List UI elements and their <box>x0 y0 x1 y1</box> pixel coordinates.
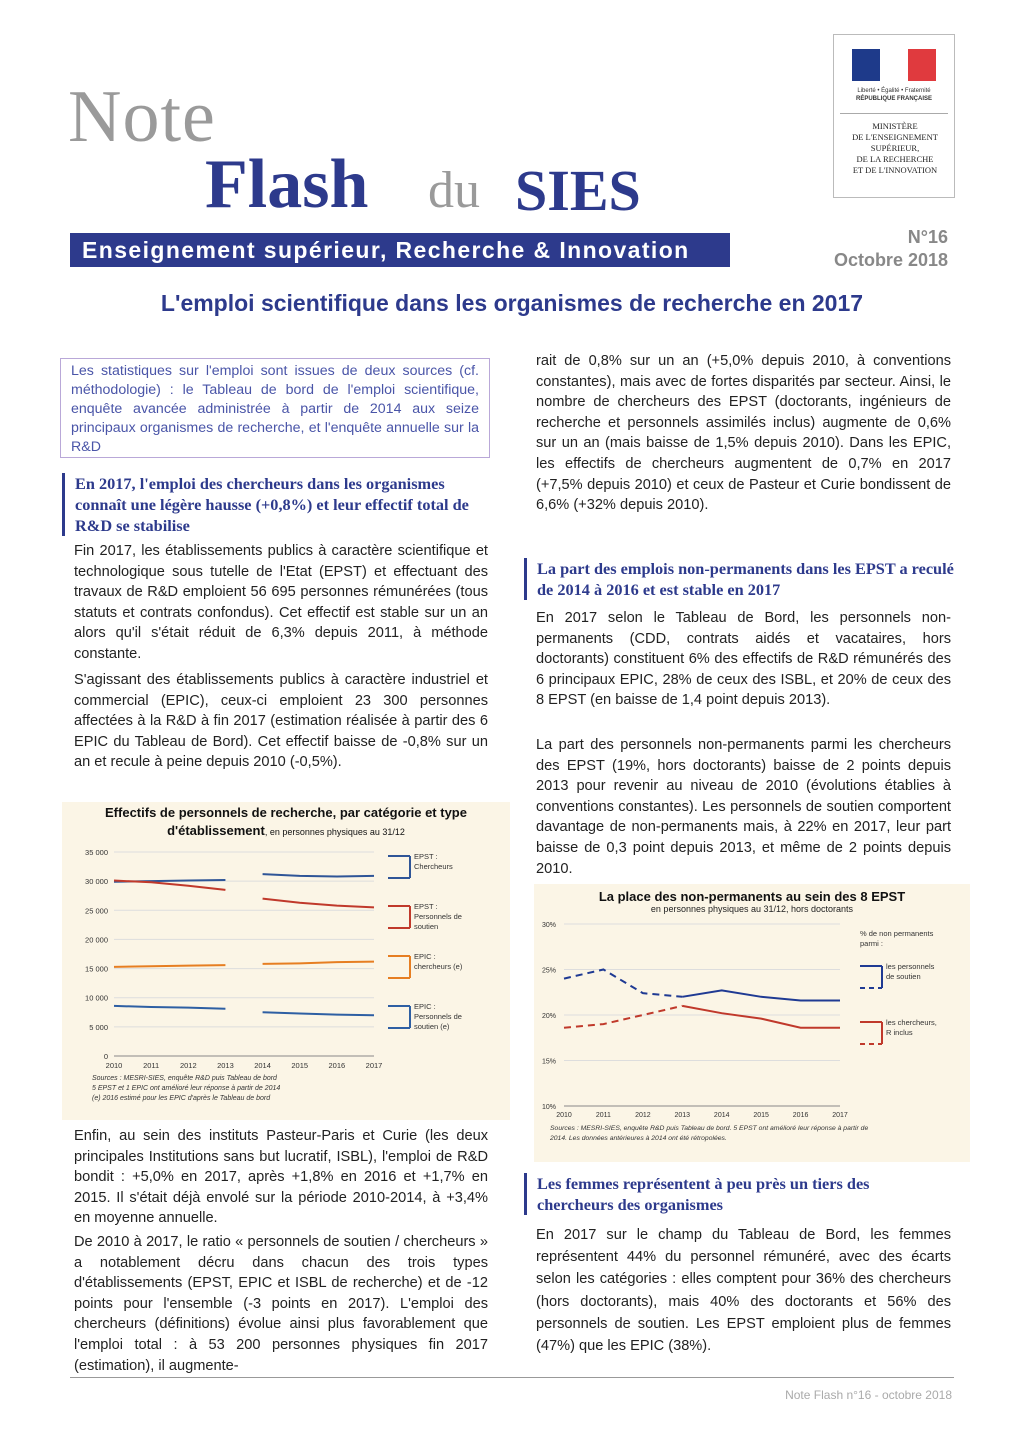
paragraph-5: rait de 0,8% sur un an (+5,0% depuis 2010, à conventions constantes), mais avec de fortes disparités par secteur. Ainsi, le nombre de chercheurs des EPST (doctorants, ingénieurs de recherche et personnels assimilés inclus) augmente de 0,6% sur un an (mais baisse de 1,5% depuis 2010). Dans les EPIC, les effectifs de chercheurs augmentent de 0,7% en 2017 (+7,5% depuis 2010) et ceux de Pasteur et Curie bondissent de 6,6% (+32% depuis 2010). <box>536 353 951 514</box>
chart2-legend-1-label: les chercheurs, <box>886 1018 937 1027</box>
chart2-series-1-line-dashed <box>564 1006 682 1028</box>
chart1-series-1-line-a <box>114 881 225 890</box>
page-title: L'emploi scientifique dans les organismes de recherche en 2017 <box>160 290 864 316</box>
section-title-2: La part des emplois non-permanents dans les EPST a reculé de 2014 à 2016 et est stable en 2017 <box>524 558 961 600</box>
footer-text: Note Flash n°16 - octobre 2018 <box>785 1388 952 1402</box>
paragraph-4: De 2010 à 2017, le ratio « personnels de soutien / chercheurs » a notablement décru dans chacun des trois types d'établissements (EPST, EPIC et ISBL de recherche) et de -12 points pour l'ensemble (-3 points en 2017). L'emploi des chercheurs (définitions) évolue ainsi plus favorablement que l'emploi total : à 53 200 personnes physiques fin 2017 (estimation), il augmente- <box>74 1234 488 1374</box>
chart1-legend-1-label: EPST : <box>414 902 438 911</box>
paragraph-1: Fin 2017, les établissements publics à caractère scientifique et technologique sous tutelle de l'Etat (EPST) et effectuant des travaux de R&D emploient 56 695 personnes rémunérées (tous statuts et contrats confondus). Cet effectif est stable sur un an alors qu'il s'était réduit de 6,3% depuis 2011, à méthode constante. <box>74 543 488 662</box>
chart2-xtick: 2017 <box>832 1112 848 1119</box>
logo-ministry-name: MINISTÈRE DE L'ENSEIGNEMENT SUPÉRIEUR, DE LA RECHERCHE ET DE L'INNOVATION <box>852 121 938 175</box>
chart1-series-1-line-b <box>263 899 374 908</box>
chart1-legend-0-label: EPST : <box>414 852 438 861</box>
chart2-ytick: 10% <box>541 1104 556 1111</box>
chart1-title: Effectifs de personnels de recherche, par catégorie et type d'établissement, en personnes physiques au 31/12 <box>105 805 467 838</box>
chart2-ytick: 20% <box>541 1013 556 1020</box>
chart1-xtick: 2010 <box>105 1061 123 1070</box>
chart2-legend-header: % de non permanents <box>860 929 934 938</box>
chart2-xtick: 2012 <box>635 1112 651 1119</box>
chart1-series-3-line-a <box>114 1006 225 1009</box>
chart2-plot <box>534 918 970 1162</box>
paragraph-3: Enfin, au sein des instituts Pasteur-Paris et Curie (les deux principales Institutions sans but lucratif, ISBL), l'emploi de R&D bondit : +5,0% en 2017, après +1,8% en 2016 et +1,7% en 2015. Il s'était déjà envolé sur la période 2010-2014, à +3,4% en moyenne annuelle. <box>74 1128 488 1227</box>
chart1-source: (e) 2016 estimé pour les EPIC d'après le Tableau de bord <box>92 1095 271 1102</box>
chart1-ytick: 30 000 <box>85 877 108 887</box>
chart1-xtick: 2011 <box>143 1061 160 1070</box>
footer-rule <box>70 1377 954 1378</box>
chart2-series-0-line-solid <box>682 990 840 1000</box>
marianne-flag-icon <box>852 49 936 81</box>
chart2-xtick: 2014 <box>713 1112 730 1119</box>
paragraph-6: En 2017 selon le Tableau de Bord, les personnels non-permanents (CDD, contrats aidés et vacataires, hors doctorants) constituent 6% des effectifs de R&D rémunérés des 6 principaux EPIC, 28% de ceux des ISBL, et 20% de ceux des 8 EPST (en baisse de 1,4 point depuis 2013). <box>536 610 951 709</box>
chart1-ytick: 0 <box>103 1052 108 1061</box>
intro-box <box>60 358 490 458</box>
section-title-3: Les femmes représentent à peu près un tiers des chercheurs des organismes <box>524 1173 937 1215</box>
issue-date: Octobre 2018 <box>833 250 948 270</box>
chart1-source: Sources : MESRI-SIES, enquête R&D puis Tableau de bord <box>92 1075 277 1082</box>
paragraph-2: S'agissant des établissements publics à caractère industriel et commercial (EPIC), ceux-ci emploient 23 300 personnes affectées à la R&D à fin 2017 (estimation réalisée à partir des 6 EPIC du Tableau de Bord). Cet effectif baisse de -0,8% sur un an et recule à peine depuis 2010 (-0,5%). <box>74 672 488 771</box>
chart1-ytick: 25 000 <box>85 906 108 916</box>
paragraph-7: La part des personnels non-permanents parmi les chercheurs des EPST (19%, hors doctorants) baisse de 2 points depuis 2013 pour revenir au niveau de 2010 (évolutions établies à conventions constantes). Les personnels de soutien comportent davantage de non-permanents mais, à 22% en 2017, leur part baisse de 0,3 point depuis 2013, et même de 2 points depuis 2010. <box>536 737 951 877</box>
chart1-legend-3-label: soutien (e) <box>414 1022 450 1031</box>
chart1-xtick: 2014 <box>254 1061 271 1070</box>
chart1-ytick: 20 000 <box>85 935 108 945</box>
chart1-series-3-line-b <box>263 1012 374 1015</box>
chart1-legend-2-label: EPIC : <box>414 952 436 961</box>
chart1-legend-3-label: Personnels de <box>414 1012 462 1021</box>
chart2-ytick: 30% <box>541 922 556 929</box>
chart1-series-2-line-b <box>263 962 374 964</box>
chart2-xtick: 2011 <box>595 1112 611 1119</box>
chart2-xtick: 2013 <box>674 1112 691 1119</box>
chart2-legend-0-label: de soutien <box>886 972 921 981</box>
chart2-legend-header: parmi : <box>860 939 883 948</box>
chart2-series-0-line-dashed <box>564 970 682 997</box>
chart1-xtick: 2012 <box>179 1061 197 1070</box>
ministry-logo <box>833 34 955 198</box>
chart2-source: 2014. Les données antérieures à 2014 ont été rétropolées. <box>550 1135 727 1142</box>
chart2-ytick: 15% <box>541 1058 556 1066</box>
chart1-legend-0-label: Chercheurs <box>414 862 453 871</box>
chart1-xtick: 2016 <box>328 1061 346 1070</box>
chart1-series-0-line-b <box>263 874 374 876</box>
chart2-legend-0-label: les personnels <box>886 962 935 971</box>
chart1-legend-3-label: EPIC : <box>414 1002 436 1011</box>
chart2-xtick: 2016 <box>792 1112 809 1119</box>
chart2-title: La place des non-permanents au sein des 8 EPST <box>598 889 906 904</box>
issue-number: N°16 <box>907 227 948 247</box>
chart-staff-by-category <box>62 802 510 1120</box>
chart1-legend-1-label: Personnels de <box>414 912 462 921</box>
chart1-ytick: 10 000 <box>85 993 108 1003</box>
paragraph-8: En 2017 sur le champ du Tableau de Bord, les femmes représentent 44% du personnel rémunéré, avec des écarts selon les catégories : elles comptent pour 36% des chercheurs (hors doctorants), mais 40% des doctorants et 56% des personnels de soutien. Les EPST emploient plus de femmes (47%) que les EPIC (38%). <box>536 1227 951 1355</box>
chart1-legend-2-label: chercheurs (e) <box>414 962 463 971</box>
intro-text: Les statistiques sur l'emploi sont issues de deux sources (cf. méthodologie) : le Tableau de bord de l'emploi scientifique, enquête avancée administrée à partir de 2014 aux seize principaux organismes de recherche, et l'enquête annuelle sur la R&D <box>71 363 479 455</box>
chart1-ytick: 35 000 <box>85 848 108 857</box>
logo-motto: Liberté • Égalité • Fraternité RÉPUBLIQUE FRANÇAISE <box>855 88 932 102</box>
brand-flash: Flash <box>205 146 369 223</box>
chart2-subtitle: en personnes physiques au 31/12, hors doctorants <box>650 904 854 914</box>
chart2-legend-1-label: R inclus <box>886 1028 913 1037</box>
chart1-legend-1-label: soutien <box>414 922 439 931</box>
brand-du: du <box>428 162 480 219</box>
brand-note: Note <box>68 76 216 158</box>
chart1-ytick: 15 000 <box>85 964 108 974</box>
brand-sies: SIES <box>515 158 641 223</box>
chart1-plot <box>62 840 510 1122</box>
chart2-xtick: 2015 <box>753 1112 769 1119</box>
chart1-series-2-line-a <box>114 965 225 967</box>
chart2-ytick: 25% <box>541 967 556 975</box>
chart2-source: Sources : MESRI-SIES, enquête R&D puis Tableau de bord. 5 EPST ont amélioré leur réponse à partir de <box>550 1125 869 1132</box>
banner: Enseignement supérieur, Recherche & Innovation <box>70 233 730 267</box>
chart2-xtick: 2010 <box>556 1112 572 1119</box>
chart1-xtick: 2015 <box>291 1061 309 1070</box>
chart2-series-1-line-solid <box>682 1006 840 1028</box>
chart1-xtick: 2013 <box>217 1061 234 1070</box>
chart-non-permanent-share <box>534 884 970 1162</box>
chart1-ytick: 5 000 <box>89 1022 108 1032</box>
chart1-source: 5 EPST et 1 EPIC ont amélioré leur réponse à partir de 2014 <box>92 1085 281 1092</box>
chart1-xtick: 2017 <box>365 1061 383 1070</box>
section-title-1: En 2017, l'emploi des chercheurs dans les organismes connaît une légère hausse (+0,8%) et leur effectif total de R&D se stabilise <box>62 473 485 536</box>
issue-info <box>800 226 948 272</box>
